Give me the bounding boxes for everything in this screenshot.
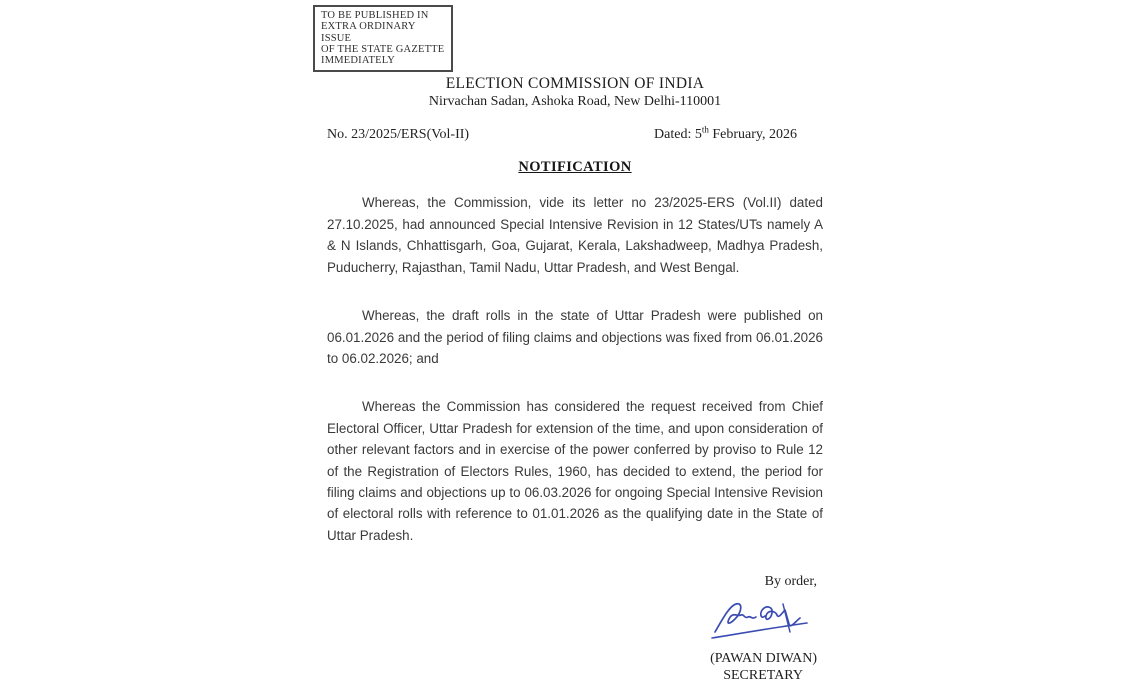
date-suffix: February, 2026	[708, 127, 797, 143]
paragraph-extension-decision: Whereas the Commission has considered the request received from Chief Electoral Officer, Uttar Pradesh for extension of the time, and upon consideration of other relevant factors and in exercise of the power conferred by proviso to Rule 12 of the Registration of Electors Rules, 1960, has decided to extend, the period for filing claims and objections up to 06.03.2026 for ongoing Special Intensive Revision of electoral rolls with reference to 01.01.2026 as the qualifying date in the State of Uttar Pradesh.	[327, 399, 823, 543]
by-order-text: By order,	[764, 574, 817, 590]
reference-date-row	[327, 124, 823, 143]
letterhead	[327, 75, 823, 110]
paragraph-draft-rolls: Whereas, the draft rolls in the state of Uttar Pradesh were published on 06.01.2026 and the period of filing claims and objections was fixed from 06.01.2026 to 06.02.2026; and	[327, 308, 823, 366]
organization-address: Nirvachan Sadan, Ashoka Road, New Delhi-110001	[428, 94, 722, 110]
paragraph-announcement: Whereas, the Commission, vide its letter no 23/2025-ERS (Vol.II) dated 27.10.2025, had announced Special Intensive Revision in 12 States/UTs namely A & N Islands, Chhattisgarh, Goa, Gujarat, Kerala, Lakshadweep, Madhya Pradesh, Puducherry, Rajasthan, Tamil Nadu, Uttar Pradesh, and West Bengal.	[327, 195, 823, 275]
document-date	[654, 124, 797, 143]
signatory-name: (PAWAN DIWAN)	[710, 651, 817, 667]
notification-document	[321, 5, 823, 684]
gazette-stamp-box	[313, 5, 453, 72]
organization-name: ELECTION COMMISSION OF INDIA	[445, 75, 705, 93]
notification-title: NOTIFICATION	[518, 159, 632, 176]
signature-ink-icon	[709, 596, 813, 642]
stamp-line: OF THE STATE GAZETTE	[321, 43, 445, 55]
notification-body	[327, 192, 823, 546]
handwritten-signature	[709, 596, 813, 647]
signatory-designation: SECRETARY	[723, 668, 803, 684]
date-prefix: Dated: 5	[654, 127, 702, 143]
date-ordinal-superscript: th	[701, 124, 709, 135]
stamp-line: IMMEDIATELY	[321, 55, 396, 67]
signature-block	[327, 574, 823, 684]
stamp-line: TO BE PUBLISHED IN	[321, 10, 429, 21]
reference-number: No. 23/2025/ERS(Vol-II)	[327, 127, 470, 143]
stamp-line: EXTRA ORDINARY ISSUE	[321, 21, 416, 44]
